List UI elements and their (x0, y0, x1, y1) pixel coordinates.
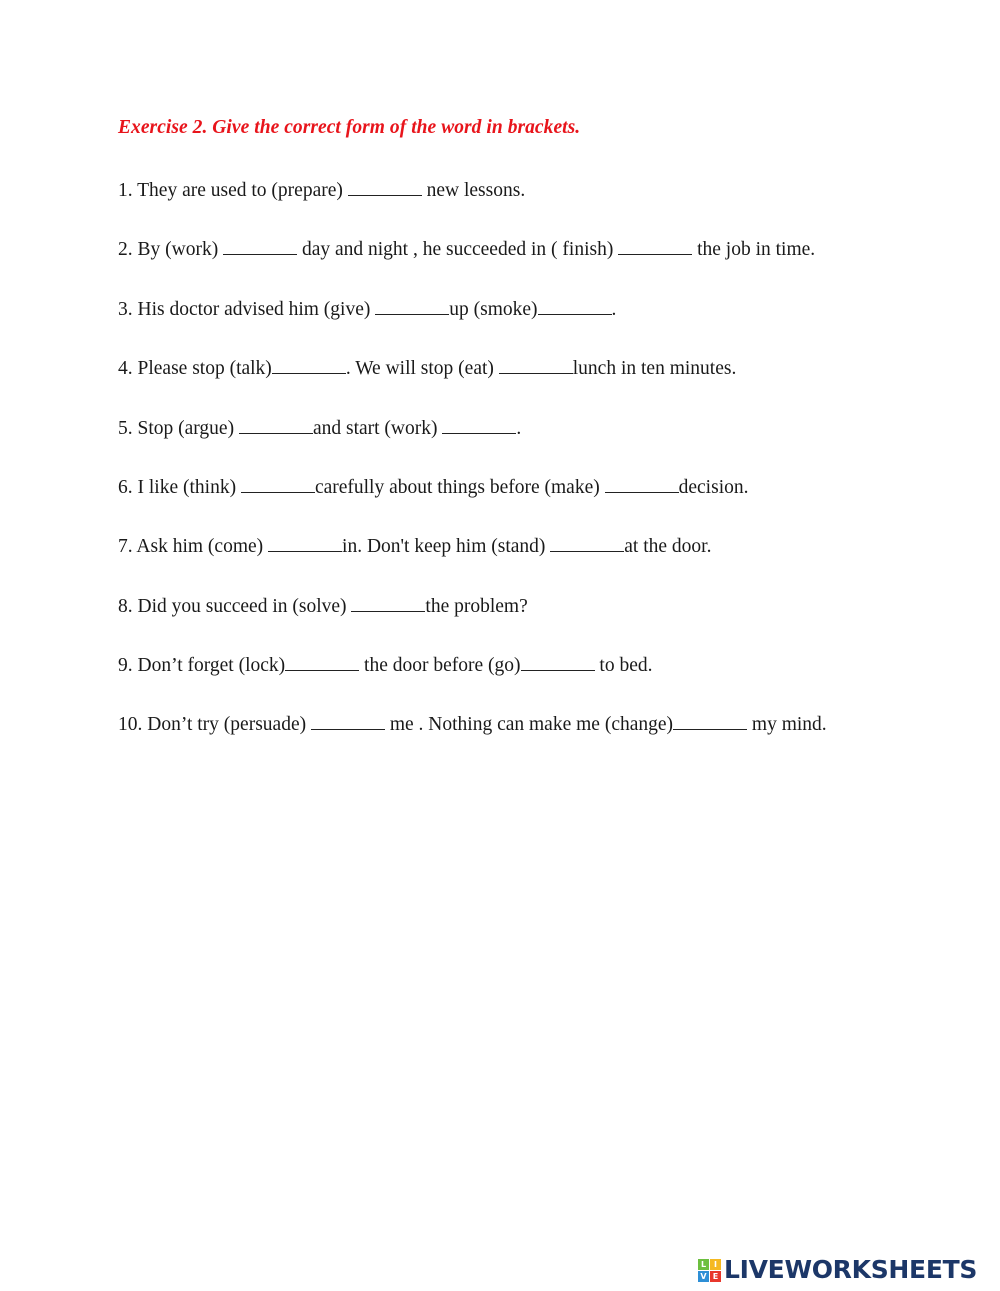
answer-blank[interactable] (673, 711, 747, 730)
answer-blank[interactable] (285, 652, 359, 671)
question-text: and start (work) (312, 418, 443, 439)
question-item (118, 177, 525, 203)
answer-blank[interactable] (442, 415, 516, 434)
question-item (118, 236, 815, 262)
answer-blank[interactable] (521, 652, 595, 671)
logo-square-v: V (698, 1271, 709, 1282)
question-text: carefully about things before (make) (314, 477, 605, 498)
answer-blank[interactable] (538, 296, 612, 315)
question-text: me . Nothing can make me (change) (384, 714, 674, 735)
question-text: . We will stop (eat) (345, 358, 499, 379)
question-text: new lessons. (421, 180, 526, 201)
answer-blank[interactable] (311, 711, 385, 730)
question-text: 10. Don’t try (persuade) (118, 714, 311, 735)
question-item (118, 711, 827, 737)
question-item (118, 474, 748, 500)
question-text: 7. Ask him (come) (118, 536, 269, 557)
question-text: the door before (go) (359, 655, 521, 676)
answer-blank[interactable] (550, 533, 624, 552)
logo-squares-icon (698, 1259, 721, 1282)
answer-blank[interactable] (268, 533, 342, 552)
question-text: my mind. (747, 714, 827, 735)
question-text: . (611, 299, 617, 320)
logo-text: LIVEWORKSHEETS (724, 1255, 978, 1284)
answer-blank[interactable] (618, 236, 692, 255)
question-text: 6. I like (think) (118, 477, 241, 498)
question-text: decision. (678, 477, 749, 498)
question-text: lunch in ten minutes. (572, 358, 737, 379)
logo-square-l: L (698, 1259, 709, 1270)
question-text: the problem? (425, 596, 528, 617)
question-item (118, 593, 528, 619)
question-text: 3. His doctor advised him (give) (118, 299, 376, 320)
question-text: at the door. (624, 536, 712, 557)
question-text: to bed. (594, 655, 653, 676)
question-item (118, 296, 616, 322)
question-item (118, 355, 736, 381)
question-text: 9. Don’t forget (lock) (118, 655, 286, 676)
question-text: 5. Stop (argue) (118, 418, 239, 439)
answer-blank[interactable] (241, 474, 315, 493)
answer-blank[interactable] (272, 355, 346, 374)
question-item (118, 533, 711, 559)
question-text: in. Don't keep him (stand) (342, 536, 551, 557)
answer-blank[interactable] (375, 296, 449, 315)
answer-blank[interactable] (605, 474, 679, 493)
question-text: day and night , he succeeded in ( finish) (297, 239, 619, 260)
question-text: up (smoke) (449, 299, 538, 320)
logo-square-i: I (710, 1259, 721, 1270)
question-item (118, 652, 652, 678)
logo-square-e: E (710, 1271, 721, 1282)
answer-blank[interactable] (223, 236, 297, 255)
question-text: 8. Did you succeed in (solve) (118, 596, 352, 617)
answer-blank[interactable] (499, 355, 573, 374)
liveworksheets-logo (698, 1257, 977, 1283)
question-text: 1. They are used to (prepare) (118, 180, 348, 201)
exercise-title: Exercise 2. Give the correct form of the word in brackets. (118, 117, 581, 138)
question-text: 4. Please stop (talk) (118, 358, 272, 379)
question-text: . (516, 418, 522, 439)
answer-blank[interactable] (348, 177, 422, 196)
question-text: the job in time. (692, 239, 816, 260)
question-item (118, 415, 521, 441)
question-text: 2. By (work) (118, 239, 224, 260)
answer-blank[interactable] (351, 593, 425, 612)
answer-blank[interactable] (239, 415, 313, 434)
